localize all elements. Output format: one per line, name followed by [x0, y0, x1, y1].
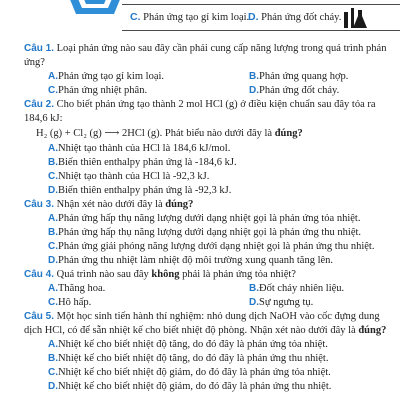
question-2: [24, 98, 390, 126]
option-5d[interactable]: D. Nhiệt kế cho biết nhiệt độ giảm, do đó đây là phản ứng thu nhiệt.: [48, 381, 332, 392]
question-list: [24, 42, 390, 394]
question-text: Quá trình nào sau đây: [56, 269, 149, 280]
option-4a[interactable]: A. Thăng hoa.: [48, 283, 106, 294]
question-3: Câu 3. Nhận xét nào dưới đây là đúng?: [24, 199, 194, 210]
option-3d[interactable]: D. Phản ứng thu nhiệt làm nhiệt độ môi trường xung quanh tăng lên.: [48, 255, 334, 266]
question-number: Câu 5.: [24, 311, 55, 322]
option-5a[interactable]: A. Nhiệt kế cho biết nhiệt độ tăng, do đó đây là phản ứng tỏa nhiệt.: [48, 339, 328, 350]
option-2c[interactable]: C. Nhiệt tạo thành của HCl là -92,3 kJ.: [48, 171, 210, 182]
question-number: Câu 3.: [24, 199, 55, 210]
question-text: Nhận xét nào dưới đây là: [56, 199, 163, 210]
question-1: [24, 42, 390, 70]
top-banner: [0, 0, 400, 40]
option-1c[interactable]: C. Phản ứng nhiệt phân.: [48, 85, 148, 96]
banner-rule-bottom: [122, 30, 400, 31]
banner-item-left: C. Phản ứng tạo gỉ kim loại.: [130, 11, 250, 23]
lab-flask-icon: [340, 4, 370, 30]
option-3c[interactable]: C. Phản ứng giải phóng năng lượng dưới dạng nhiệt gọi là phản ứng thu nhiệt.: [48, 241, 375, 252]
option-2a[interactable]: A. Nhiệt tạo thành của HCl là 184,6 kJ/mol.: [48, 143, 231, 154]
question-5: Câu 5. Một học sinh tiến hành thí nghiệm: nhỏ dung dịch NaOH vào cốc đựng dung dịch HCl, có để sẵn nhiệt kế cho biết nhiệt độ phòng. Nhận xét nào dưới đây là đúng?: [24, 311, 387, 336]
question-text: Một học sinh tiến hành thí nghiệm: nhỏ dung dịch NaOH vào cốc đựng dung dịch HCl, có để sẵn nhiệt kế cho biết nhiệt độ phòng. Nhận xét nào dưới đây là: [24, 311, 380, 336]
option-4d[interactable]: D. Sự ngưng tụ.: [249, 297, 314, 308]
question-text: Cho biết phản ứng tạo thành 2 mol HCl (g) ở điều kiện chuẩn sau đây tỏa ra 184,6 kJ:: [24, 99, 376, 124]
option-2d[interactable]: D. Biến thiên enthalpy phản ứng là -92,3 kJ.: [48, 185, 232, 196]
question-number: Câu 4.: [24, 269, 55, 280]
option-2b[interactable]: B. Biến thiên enthalpy phản ứng là -184,6 kJ.: [48, 157, 237, 168]
option-1a[interactable]: A. Phản ứng tạo gỉ kim loại.: [48, 71, 165, 82]
question-4: Câu 4. Quá trình nào sau đây không phải là phản ứng tỏa nhiệt?: [24, 269, 296, 280]
option-5b[interactable]: B. Nhiệt kế cho biết nhiệt độ tăng, do đó đây là phản ứng thu nhiệt.: [48, 353, 329, 364]
option-5c[interactable]: C. Nhiệt kế cho biết nhiệt độ giảm, do đó đây là phản ứng tỏa nhiệt.: [48, 367, 331, 378]
option-3b[interactable]: B. Phản ứng hấp thụ năng lượng dưới dạng nhiệt gọi là phản ứng thu nhiệt.: [48, 227, 362, 238]
option-4c[interactable]: C. Hô hấp.: [48, 297, 92, 308]
question-number: Câu 1.: [24, 43, 55, 54]
option-1b[interactable]: B. Phản ứng quang hợp.: [249, 71, 349, 82]
question-number: Câu 2.: [24, 99, 55, 110]
question-text: Loại phản ứng nào sau đây cần phải cung cấp năng lượng trong quá trình phản ứng?: [24, 43, 387, 68]
reaction-equation: H₂ (g) + Cl₂ (g) ⟶ 2HCl (g). Phát biểu nào dưới đây là đúng?: [36, 128, 303, 139]
banner-item-right: D. Phản ứng đốt cháy.: [248, 11, 342, 23]
option-1d[interactable]: D. Phản ứng đốt cháy.: [249, 85, 340, 96]
option-4b[interactable]: B. Đốt cháy nhiên liệu.: [249, 283, 345, 294]
option-3a[interactable]: A. Phản ứng hấp thụ năng lượng dưới dạng nhiệt gọi là phản ứng tỏa nhiệt.: [48, 213, 361, 224]
